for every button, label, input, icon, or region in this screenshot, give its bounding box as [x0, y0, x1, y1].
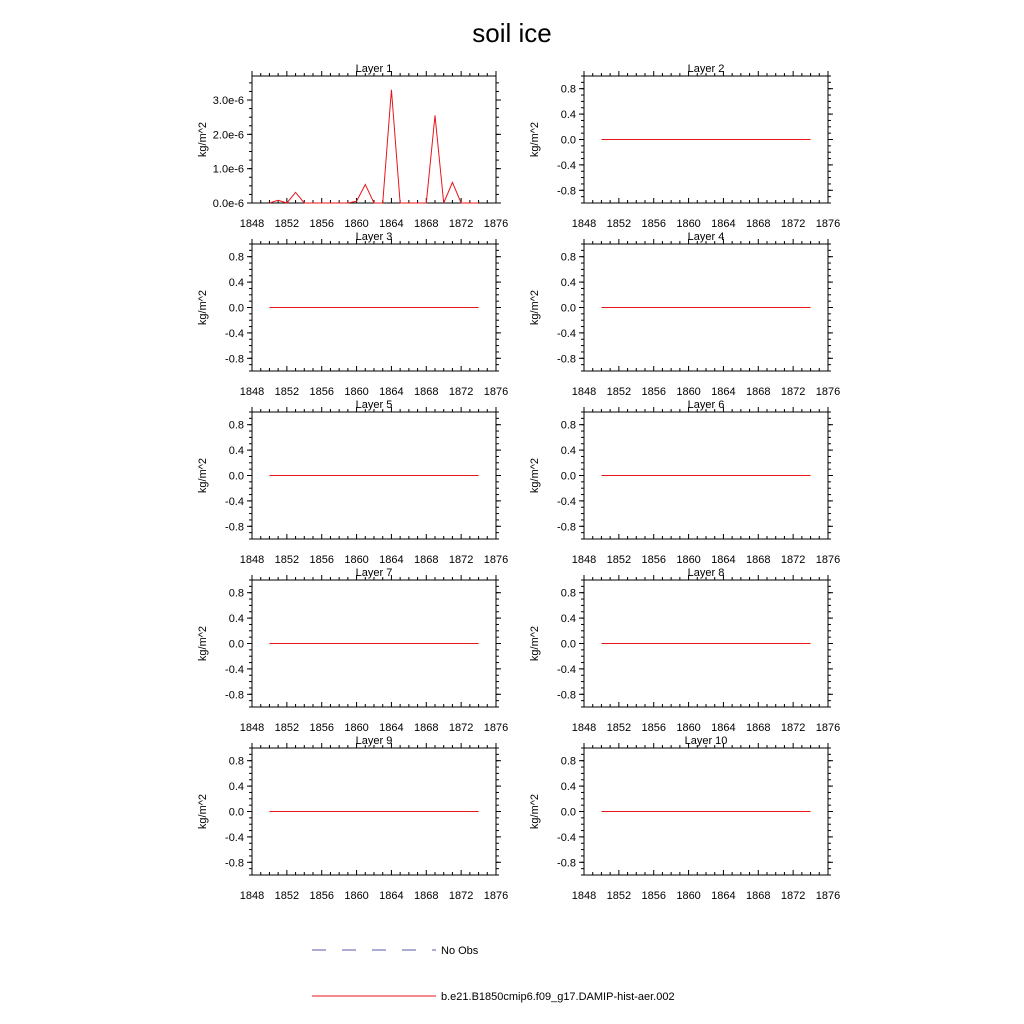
- x-tick-label: 1852: [606, 890, 632, 902]
- x-tick-label: 1868: [746, 386, 771, 398]
- x-tick-label: 1856: [309, 386, 334, 398]
- x-tick-label: 1868: [414, 722, 439, 734]
- x-tick-label: 1852: [274, 554, 300, 566]
- x-tick-label: 1848: [571, 386, 597, 398]
- y-tick-label: 0.0: [228, 638, 244, 651]
- panel-title: Layer 2: [687, 63, 725, 75]
- x-tick-label: 1848: [239, 890, 265, 902]
- y-tick-label: 2.0e-6: [212, 129, 244, 142]
- y-axis-label: kg/m^2: [529, 121, 541, 158]
- panel-layer-8: [529, 567, 840, 734]
- y-tick-label: -0.8: [557, 521, 576, 534]
- x-tick-label: 1864: [711, 386, 736, 398]
- y-tick-label: -0.4: [225, 831, 244, 844]
- panel-title: Layer 1: [355, 63, 393, 75]
- y-axis-label: kg/m^2: [197, 457, 209, 494]
- x-tick-label: 1864: [711, 890, 736, 902]
- y-tick-label: 0.8: [560, 755, 576, 768]
- x-tick-label: 1876: [815, 218, 841, 230]
- panel-title: Layer 3: [355, 231, 393, 243]
- y-tick-label: 0.8: [560, 83, 576, 96]
- x-tick-label: 1860: [676, 386, 701, 398]
- panel-layer-7: [197, 567, 508, 734]
- y-tick-label: 0.0: [560, 302, 576, 315]
- x-tick-label: 1868: [414, 386, 439, 398]
- x-tick-label: 1864: [711, 218, 736, 230]
- x-tick-label: 1872: [448, 554, 474, 566]
- y-tick-label: -0.8: [225, 857, 244, 870]
- panel-title: Layer 9: [355, 735, 393, 747]
- panel-layer-3: [197, 231, 508, 398]
- x-tick-label: 1860: [676, 890, 701, 902]
- panel-layer-1: [197, 63, 508, 230]
- y-axis-label: kg/m^2: [529, 793, 541, 830]
- y-tick-label: 0.0: [228, 470, 244, 483]
- x-tick-label: 1864: [379, 890, 404, 902]
- x-tick-label: 1876: [815, 890, 841, 902]
- x-tick-label: 1856: [309, 890, 334, 902]
- y-tick-label: 0.0: [560, 470, 576, 483]
- x-tick-label: 1860: [676, 218, 701, 230]
- y-axis-label: kg/m^2: [529, 625, 541, 662]
- x-tick-label: 1872: [780, 890, 806, 902]
- x-tick-label: 1860: [344, 554, 369, 566]
- x-tick-label: 1868: [746, 722, 771, 734]
- y-tick-label: 1.0e-6: [212, 163, 244, 176]
- y-tick-label: 0.0e-6: [212, 198, 244, 210]
- x-tick-label: 1848: [239, 722, 265, 734]
- plot-frame: [252, 76, 496, 203]
- x-tick-label: 1852: [606, 218, 632, 230]
- x-tick-label: 1876: [483, 722, 509, 734]
- y-tick-label: 0.4: [560, 445, 576, 458]
- y-tick-label: -0.8: [225, 521, 244, 534]
- y-tick-label: 3.0e-6: [212, 95, 244, 108]
- panel-title: Layer 7: [355, 567, 393, 579]
- x-tick-label: 1872: [448, 890, 474, 902]
- x-tick-label: 1860: [676, 722, 701, 734]
- y-axis-label: kg/m^2: [197, 625, 209, 662]
- panel-title: Layer 5: [355, 399, 393, 411]
- x-tick-label: 1872: [448, 218, 474, 230]
- y-tick-label: -0.4: [225, 327, 244, 340]
- x-tick-label: 1852: [274, 218, 300, 230]
- y-tick-label: -0.4: [225, 663, 244, 676]
- x-tick-label: 1876: [815, 386, 841, 398]
- panel-layer-2: [529, 63, 840, 230]
- x-tick-label: 1856: [641, 890, 666, 902]
- x-tick-label: 1872: [780, 554, 806, 566]
- x-tick-label: 1864: [379, 554, 404, 566]
- x-tick-label: 1872: [448, 722, 474, 734]
- y-tick-label: 0.0: [228, 302, 244, 315]
- panel-grid: [197, 63, 840, 902]
- y-axis-label: kg/m^2: [529, 289, 541, 326]
- legend: [312, 945, 675, 1003]
- y-tick-label: -0.8: [557, 689, 576, 702]
- y-tick-label: -0.4: [557, 831, 576, 844]
- y-tick-label: 0.4: [228, 613, 244, 626]
- y-tick-label: -0.4: [557, 495, 576, 508]
- y-axis-label: kg/m^2: [197, 793, 209, 830]
- y-tick-label: -0.4: [557, 663, 576, 676]
- x-tick-label: 1848: [239, 554, 265, 566]
- x-tick-label: 1876: [815, 554, 841, 566]
- x-tick-label: 1856: [641, 386, 666, 398]
- panel-layer-9: [197, 735, 508, 902]
- y-tick-label: 0.4: [228, 781, 244, 794]
- x-tick-label: 1876: [815, 722, 841, 734]
- y-tick-label: 0.8: [560, 587, 576, 600]
- y-tick-label: 0.8: [228, 755, 244, 768]
- x-tick-label: 1868: [746, 890, 771, 902]
- x-tick-label: 1856: [641, 218, 666, 230]
- panel-layer-4: [529, 231, 840, 398]
- y-tick-label: -0.8: [557, 353, 576, 366]
- x-tick-label: 1864: [711, 554, 736, 566]
- y-tick-label: 0.0: [560, 638, 576, 651]
- x-tick-label: 1848: [571, 722, 597, 734]
- x-tick-label: 1864: [379, 218, 404, 230]
- x-tick-label: 1868: [746, 554, 771, 566]
- panel-title: Layer 4: [687, 231, 725, 243]
- x-tick-label: 1848: [239, 386, 265, 398]
- x-tick-label: 1852: [606, 722, 632, 734]
- x-tick-label: 1852: [606, 386, 632, 398]
- y-tick-label: 0.4: [560, 277, 576, 290]
- x-tick-label: 1852: [274, 890, 300, 902]
- x-tick-label: 1848: [571, 218, 597, 230]
- y-tick-label: -0.4: [557, 327, 576, 340]
- y-tick-label: -0.8: [557, 857, 576, 870]
- x-tick-label: 1864: [711, 722, 736, 734]
- y-tick-label: 0.8: [560, 419, 576, 432]
- y-tick-label: 0.8: [560, 251, 576, 264]
- x-tick-label: 1848: [239, 218, 265, 230]
- x-tick-label: 1856: [309, 554, 334, 566]
- y-tick-label: 0.0: [228, 806, 244, 819]
- x-tick-label: 1864: [379, 386, 404, 398]
- x-tick-label: 1868: [746, 218, 771, 230]
- y-tick-label: -0.8: [225, 689, 244, 702]
- y-tick-label: 0.4: [560, 109, 576, 122]
- y-tick-label: 0.4: [228, 277, 244, 290]
- x-tick-label: 1864: [379, 722, 404, 734]
- y-tick-label: -0.4: [557, 159, 576, 172]
- x-tick-label: 1876: [483, 890, 509, 902]
- x-tick-label: 1868: [414, 554, 439, 566]
- x-tick-label: 1856: [641, 722, 666, 734]
- x-tick-label: 1856: [309, 722, 334, 734]
- x-tick-label: 1860: [676, 554, 701, 566]
- panel-layer-10: [529, 735, 840, 902]
- y-axis-label: kg/m^2: [197, 289, 209, 326]
- x-tick-label: 1872: [780, 386, 806, 398]
- panel-layer-6: [529, 399, 840, 566]
- y-axis-label: kg/m^2: [197, 121, 209, 158]
- x-tick-label: 1876: [483, 218, 509, 230]
- x-tick-label: 1852: [274, 722, 300, 734]
- y-tick-label: -0.8: [225, 353, 244, 366]
- figure-title: soil ice: [472, 18, 552, 48]
- series-line: [269, 90, 478, 203]
- x-tick-label: 1868: [414, 890, 439, 902]
- y-tick-label: 0.8: [228, 251, 244, 264]
- x-tick-label: 1860: [344, 218, 369, 230]
- x-tick-label: 1872: [780, 722, 806, 734]
- y-tick-label: -0.4: [225, 495, 244, 508]
- x-tick-label: 1860: [344, 890, 369, 902]
- y-tick-label: 0.4: [228, 445, 244, 458]
- x-tick-label: 1872: [448, 386, 474, 398]
- panel-title: Layer 6: [687, 399, 725, 411]
- x-tick-label: 1868: [414, 218, 439, 230]
- y-tick-label: 0.4: [560, 781, 576, 794]
- x-tick-label: 1848: [571, 554, 597, 566]
- x-tick-label: 1856: [309, 218, 334, 230]
- x-tick-label: 1848: [571, 890, 597, 902]
- y-tick-label: 0.4: [560, 613, 576, 626]
- legend-obs-label: No Obs: [441, 945, 479, 957]
- x-tick-label: 1876: [483, 554, 509, 566]
- x-tick-label: 1852: [274, 386, 300, 398]
- x-tick-label: 1860: [344, 386, 369, 398]
- y-tick-label: 0.8: [228, 419, 244, 432]
- y-tick-label: 0.8: [228, 587, 244, 600]
- y-tick-label: -0.8: [557, 185, 576, 198]
- panel-layer-5: [197, 399, 508, 566]
- panel-title: Layer 10: [684, 735, 728, 747]
- panel-title: Layer 8: [687, 567, 725, 579]
- y-axis-label: kg/m^2: [529, 457, 541, 494]
- x-tick-label: 1876: [483, 386, 509, 398]
- legend-model-label: b.e21.B1850cmip6.f09_g17.DAMIP-hist-aer.002: [441, 991, 675, 1003]
- y-tick-label: 0.0: [560, 134, 576, 147]
- x-tick-label: 1860: [344, 722, 369, 734]
- x-tick-label: 1872: [780, 218, 806, 230]
- y-tick-label: 0.0: [560, 806, 576, 819]
- x-tick-label: 1852: [606, 554, 632, 566]
- x-tick-label: 1856: [641, 554, 666, 566]
